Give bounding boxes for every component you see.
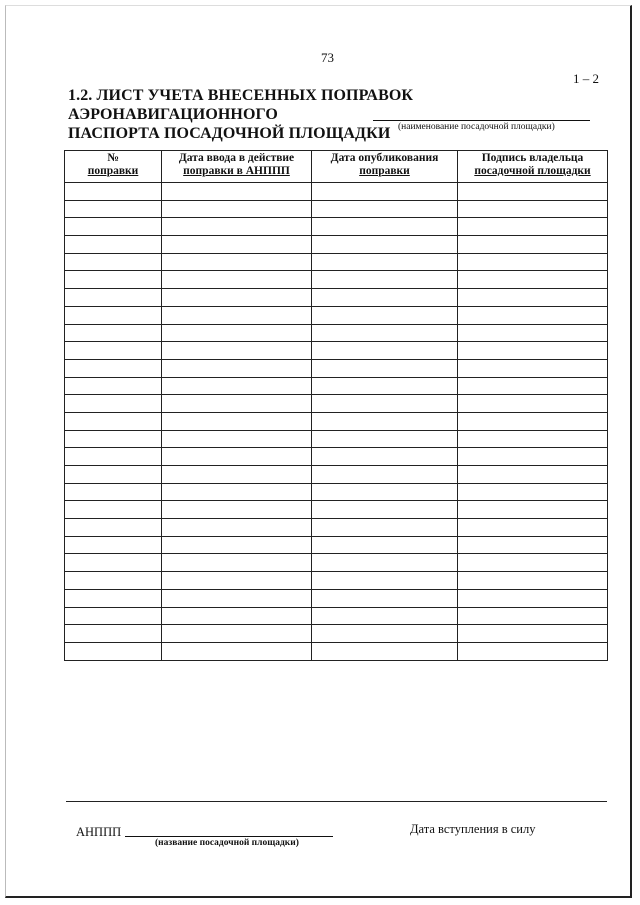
amendment-number-cell[interactable] — [65, 572, 162, 590]
publication-date-cell[interactable] — [312, 395, 458, 413]
amendment-number-cell[interactable] — [65, 448, 162, 466]
table-row — [65, 572, 608, 590]
table-row — [65, 253, 608, 271]
amendment-number-cell[interactable] — [65, 324, 162, 342]
anpp-name-caption: (название посадочной площадки) — [155, 838, 299, 848]
owner-signature-cell[interactable] — [458, 306, 608, 324]
publication-date-cell[interactable] — [312, 589, 458, 607]
form-code: 1 – 2 — [573, 71, 599, 86]
owner-signature-cell[interactable] — [458, 289, 608, 307]
effective-date-cell[interactable] — [162, 412, 312, 430]
effective-date-cell[interactable] — [162, 271, 312, 289]
publication-date-cell[interactable] — [312, 200, 458, 218]
landing-site-name-field[interactable] — [373, 120, 590, 121]
publication-date-cell[interactable] — [312, 324, 458, 342]
owner-signature-cell[interactable] — [458, 572, 608, 590]
table-row — [65, 642, 608, 660]
publication-date-cell[interactable] — [312, 536, 458, 554]
amendment-number-cell[interactable] — [65, 589, 162, 607]
table-row — [65, 483, 608, 501]
table-row — [65, 306, 608, 324]
amendment-number-cell[interactable] — [65, 342, 162, 360]
amendment-number-cell[interactable] — [65, 183, 162, 201]
effective-date-cell[interactable] — [162, 359, 312, 377]
table-row — [65, 501, 608, 519]
table-row — [65, 430, 608, 448]
effective-date-cell[interactable] — [162, 589, 312, 607]
table-row — [65, 377, 608, 395]
effective-date-cell[interactable] — [162, 200, 312, 218]
amendment-number-cell[interactable] — [65, 395, 162, 413]
publication-date-cell[interactable] — [312, 466, 458, 484]
amendment-number-cell[interactable] — [65, 412, 162, 430]
header-owner-signature: Подпись владельца посадочной площадки — [458, 151, 608, 183]
amendment-number-cell[interactable] — [65, 253, 162, 271]
anpp-label: АНППП — [76, 825, 122, 839]
table-row — [65, 218, 608, 236]
publication-date-cell[interactable] — [312, 342, 458, 360]
publication-date-cell[interactable] — [312, 289, 458, 307]
effective-date-cell[interactable] — [162, 642, 312, 660]
page-number: 73 — [321, 50, 334, 65]
publication-date-cell[interactable] — [312, 359, 458, 377]
owner-signature-cell[interactable] — [458, 183, 608, 201]
amendment-number-cell[interactable] — [65, 200, 162, 218]
effective-date-cell[interactable] — [162, 625, 312, 643]
amendments-register-table — [64, 150, 608, 661]
amendment-number-cell[interactable] — [65, 359, 162, 377]
effective-date-cell[interactable] — [162, 536, 312, 554]
publication-date-cell[interactable] — [312, 306, 458, 324]
owner-signature-cell[interactable] — [458, 625, 608, 643]
title-line-2: ПАСПОРТА ПОСАДОЧНОЙ ПЛОЩАДКИ — [68, 125, 391, 142]
owner-signature-cell[interactable] — [458, 236, 608, 254]
table-row — [65, 589, 608, 607]
effective-date-cell[interactable] — [162, 253, 312, 271]
effective-date-cell[interactable] — [162, 466, 312, 484]
publication-date-cell[interactable] — [312, 183, 458, 201]
publication-date-cell[interactable] — [312, 572, 458, 590]
effective-date-cell[interactable] — [162, 289, 312, 307]
publication-date-cell[interactable] — [312, 607, 458, 625]
table-row — [65, 342, 608, 360]
table-row — [65, 607, 608, 625]
effective-date-label: Дата вступления в силу — [410, 822, 536, 836]
table-row — [65, 200, 608, 218]
publication-date-cell[interactable] — [312, 253, 458, 271]
publication-date-cell[interactable] — [312, 430, 458, 448]
table-row — [65, 359, 608, 377]
publication-date-cell[interactable] — [312, 448, 458, 466]
table-row — [65, 519, 608, 537]
amendment-number-cell[interactable] — [65, 625, 162, 643]
amendment-number-cell[interactable] — [65, 289, 162, 307]
amendment-number-cell[interactable] — [65, 483, 162, 501]
owner-signature-cell[interactable] — [458, 377, 608, 395]
effective-date-cell[interactable] — [162, 395, 312, 413]
effective-date-cell[interactable] — [162, 554, 312, 572]
amendment-number-cell[interactable] — [65, 430, 162, 448]
owner-signature-cell[interactable] — [458, 589, 608, 607]
amendment-number-cell[interactable] — [65, 642, 162, 660]
publication-date-cell[interactable] — [312, 501, 458, 519]
title-line-1: 1.2. ЛИСТ УЧЕТА ВНЕСЕННЫХ ПОПРАВОК АЭРОНАВИГАЦИОННОГО — [68, 87, 414, 123]
owner-signature-cell[interactable] — [458, 483, 608, 501]
effective-date-cell[interactable] — [162, 236, 312, 254]
effective-date-cell[interactable] — [162, 183, 312, 201]
effective-date-cell[interactable] — [162, 324, 312, 342]
effective-date-cell[interactable] — [162, 342, 312, 360]
publication-date-cell[interactable] — [312, 483, 458, 501]
amendment-number-cell[interactable] — [65, 271, 162, 289]
owner-signature-cell[interactable] — [458, 554, 608, 572]
owner-signature-cell[interactable] — [458, 642, 608, 660]
owner-signature-cell[interactable] — [458, 271, 608, 289]
amendment-number-cell[interactable] — [65, 306, 162, 324]
footer-divider — [66, 801, 607, 802]
amendment-number-cell[interactable] — [65, 607, 162, 625]
owner-signature-cell[interactable] — [458, 536, 608, 554]
amendment-number-cell[interactable] — [65, 377, 162, 395]
owner-signature-cell[interactable] — [458, 253, 608, 271]
table-row — [65, 554, 608, 572]
effective-date-cell[interactable] — [162, 607, 312, 625]
table-row — [65, 412, 608, 430]
owner-signature-cell[interactable] — [458, 430, 608, 448]
owner-signature-cell[interactable] — [458, 324, 608, 342]
publication-date-cell[interactable] — [312, 519, 458, 537]
publication-date-cell[interactable] — [312, 412, 458, 430]
effective-date-cell[interactable] — [162, 572, 312, 590]
amendment-number-cell[interactable] — [65, 466, 162, 484]
amendment-number-cell[interactable] — [65, 501, 162, 519]
publication-date-cell[interactable] — [312, 218, 458, 236]
owner-signature-cell[interactable] — [458, 448, 608, 466]
amendment-number-cell[interactable] — [65, 519, 162, 537]
effective-date-cell[interactable] — [162, 306, 312, 324]
amendment-number-cell[interactable] — [65, 536, 162, 554]
owner-signature-cell[interactable] — [458, 466, 608, 484]
owner-signature-cell[interactable] — [458, 607, 608, 625]
table-row — [65, 324, 608, 342]
table-row — [65, 536, 608, 554]
owner-signature-cell[interactable] — [458, 342, 608, 360]
owner-signature-cell[interactable] — [458, 200, 608, 218]
anpp-name-field[interactable] — [125, 836, 333, 837]
header-publication-date: Дата опубликования поправки — [312, 151, 458, 183]
effective-date-cell[interactable] — [162, 519, 312, 537]
owner-signature-cell[interactable] — [458, 412, 608, 430]
header-effective-date: Дата ввода в действие поправки в АНППП — [162, 151, 312, 183]
effective-date-cell[interactable] — [162, 501, 312, 519]
publication-date-cell[interactable] — [312, 625, 458, 643]
publication-date-cell[interactable] — [312, 377, 458, 395]
landing-site-name-caption: (наименование посадочной площадки) — [398, 122, 555, 132]
owner-signature-cell[interactable] — [458, 359, 608, 377]
publication-date-cell[interactable] — [312, 236, 458, 254]
amendment-number-cell[interactable] — [65, 554, 162, 572]
table-row — [65, 271, 608, 289]
owner-signature-cell[interactable] — [458, 395, 608, 413]
publication-date-cell[interactable] — [312, 642, 458, 660]
table-row — [65, 625, 608, 643]
table-row — [65, 183, 608, 201]
table-row — [65, 236, 608, 254]
owner-signature-cell[interactable] — [458, 519, 608, 537]
effective-date-cell[interactable] — [162, 430, 312, 448]
effective-date-cell[interactable] — [162, 377, 312, 395]
effective-date-cell[interactable] — [162, 218, 312, 236]
page-title — [68, 86, 608, 143]
publication-date-cell[interactable] — [312, 554, 458, 572]
table-row — [65, 448, 608, 466]
table-body — [65, 183, 608, 661]
amendment-number-cell[interactable] — [65, 236, 162, 254]
table-header-row — [65, 151, 608, 183]
owner-signature-cell[interactable] — [458, 218, 608, 236]
owner-signature-cell[interactable] — [458, 501, 608, 519]
effective-date-cell[interactable] — [162, 483, 312, 501]
amendment-number-cell[interactable] — [65, 218, 162, 236]
header-amendment-number: № поправки — [65, 151, 162, 183]
effective-date-cell[interactable] — [162, 448, 312, 466]
table-row — [65, 466, 608, 484]
table-row — [65, 289, 608, 307]
table-row — [65, 395, 608, 413]
publication-date-cell[interactable] — [312, 271, 458, 289]
